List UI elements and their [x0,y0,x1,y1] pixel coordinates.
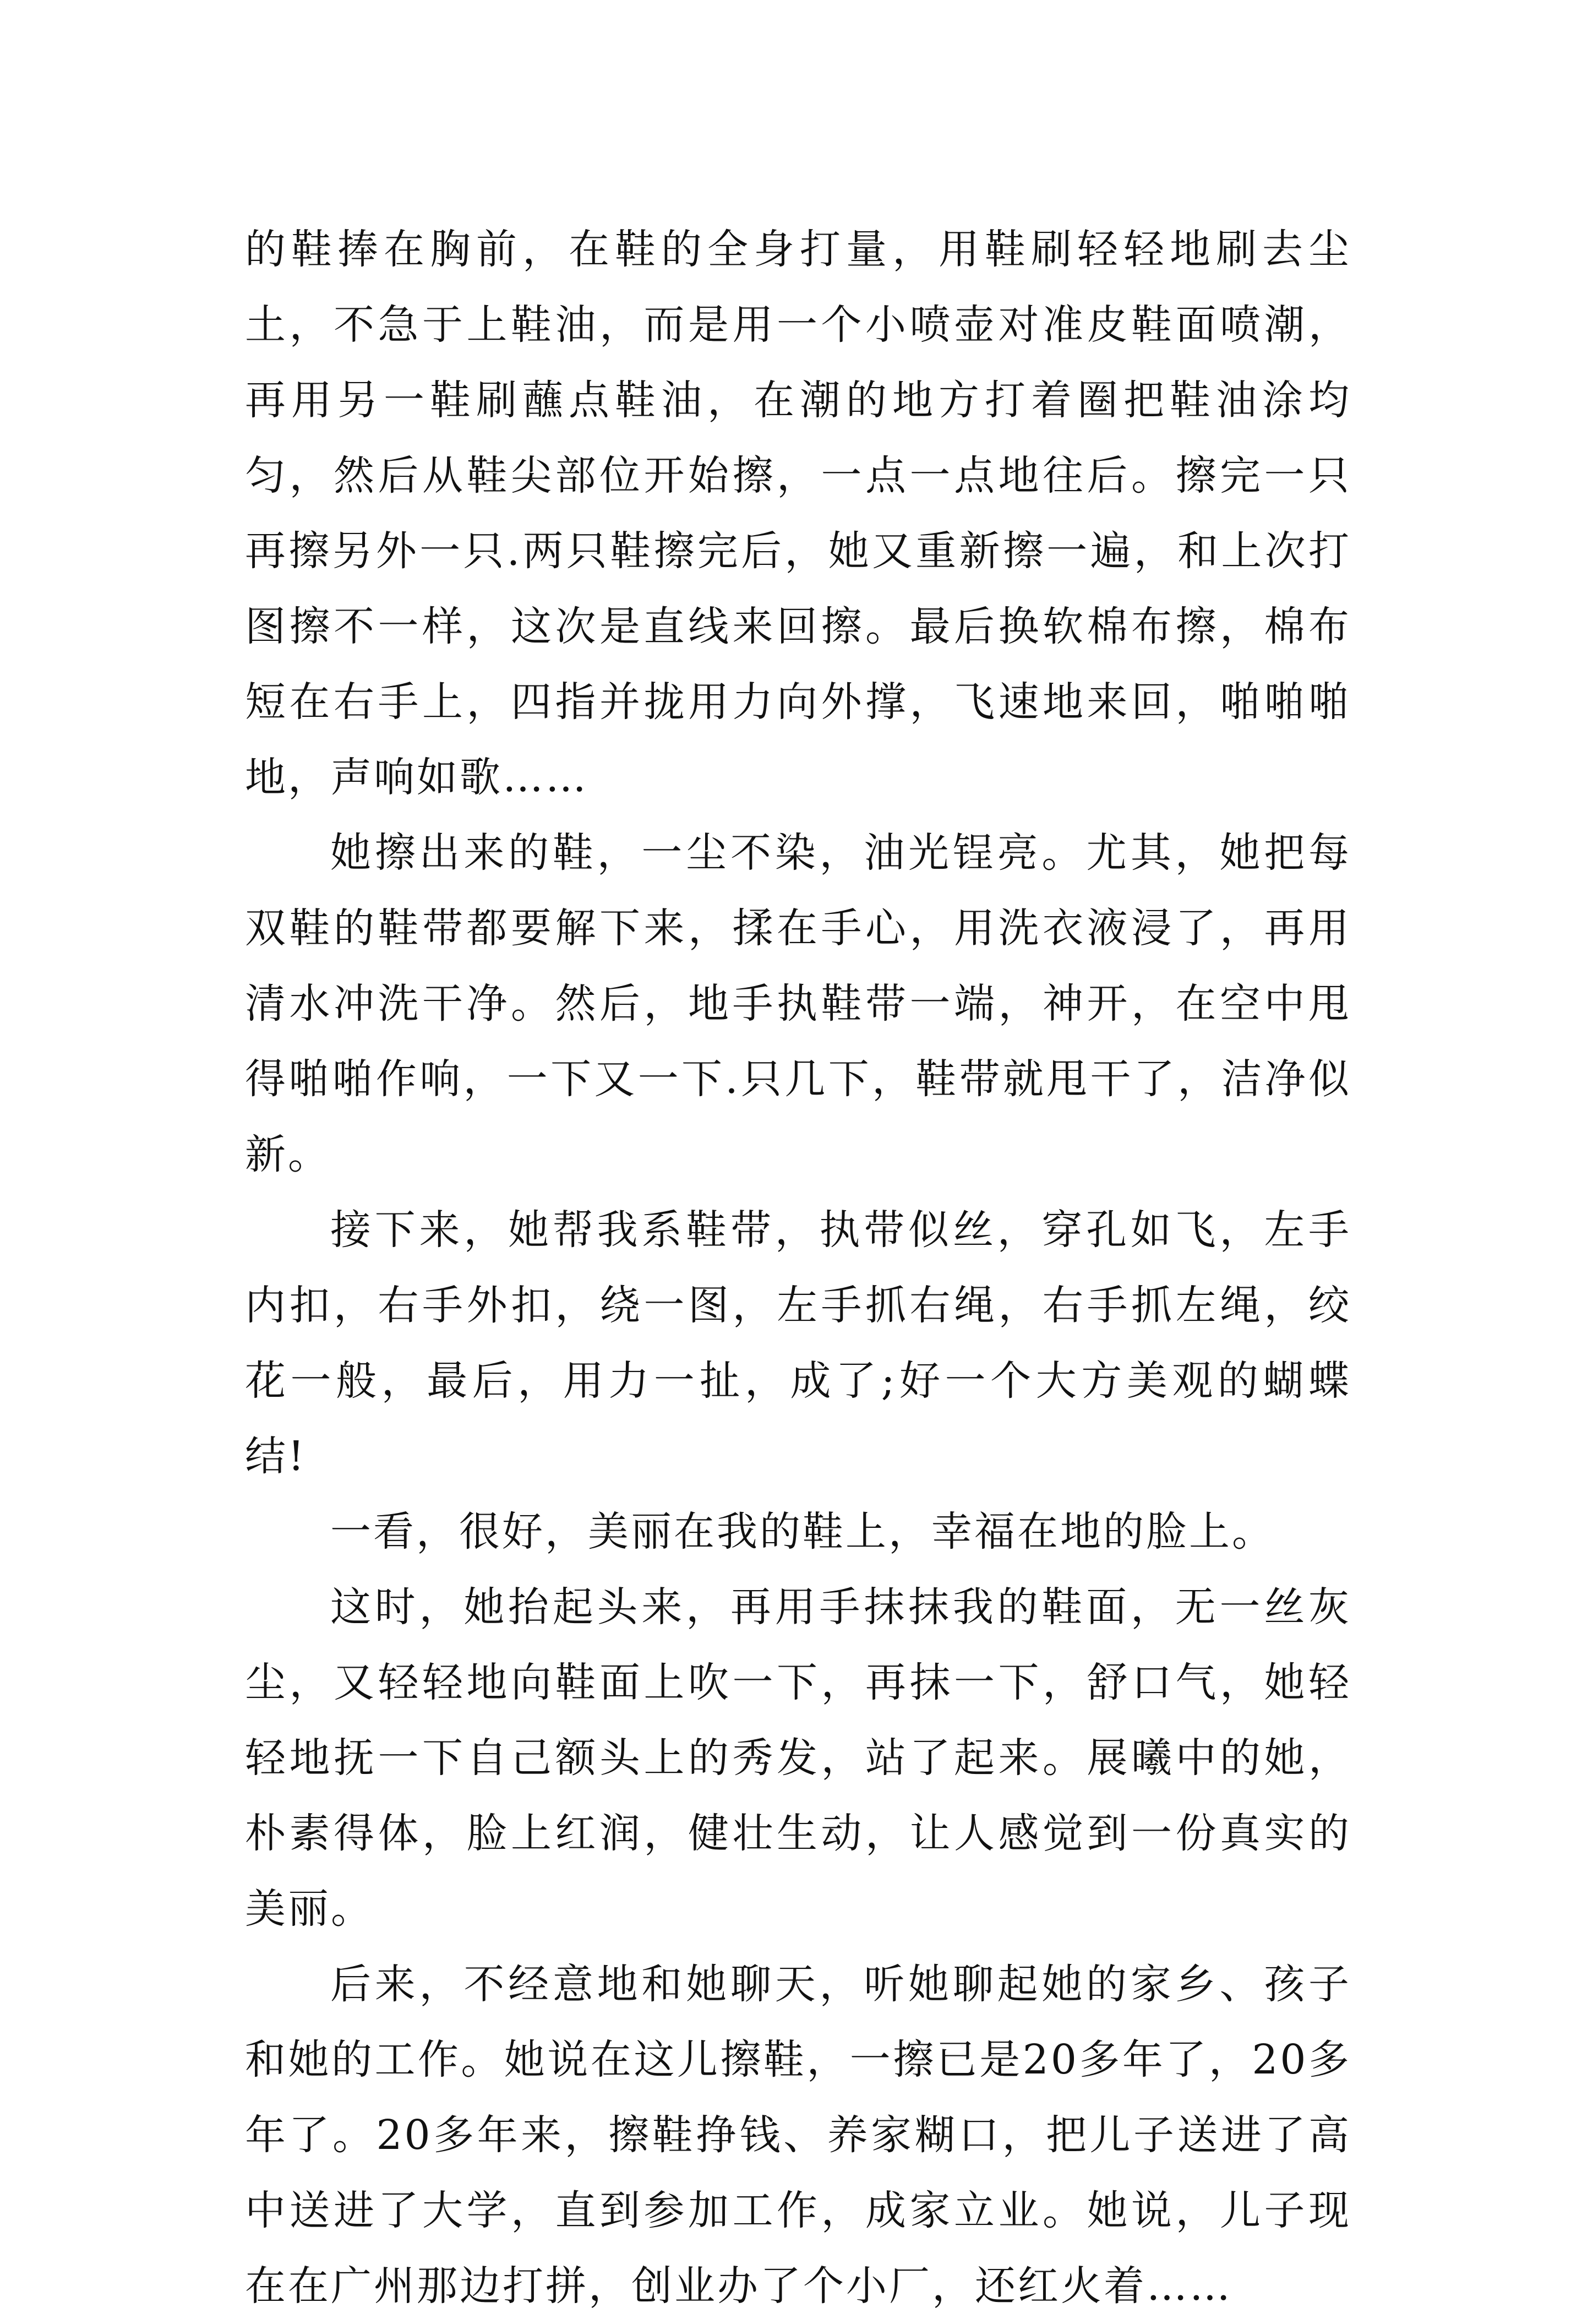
paragraph-3: 接下来，她帮我系鞋带，执带似丝，穿孔如飞，左手内扣，右手外扣，绕一图，左手抓右绳，右手抓左绳，绞花一般，最后，用力一扯，成了;好一个大方美观的蝴蝶结! [245,1206,1351,1480]
paragraph-4: 一看，很好，美丽在我的鞋上，幸福在地的脸上。 [330,1508,1275,1555]
paragraph-1: 的鞋捧在胸前，在鞋的全身打量，用鞋刷轻轻地刷去尘土，不急于上鞋油，而是用一个小喷壶对准皮鞋面喷潮，再用另一鞋刷蘸点鞋油，在潮的地方打着圈把鞋油涂均匀，然后从鞋尖部位开始擦，一点一点地往后。擦完一只再擦另外一只.两只鞋擦完后，她又重新擦一遍，和上次打图擦不一样，这次是直线来回擦。最后换软棉布擦，棉布短在右手上，四指并拢用力向外撑，飞速地来回，啪啪啪地，声响如歌…… [245,226,1351,801]
paragraph-6: 后来，不经意地和她聊天，听她聊起她的家乡、孩子和她的工作。她说在这儿擦鞋，一擦已是20多年了，20多年了。20多年来，擦鞋挣钱、养家糊口，把儿子送进了高中送进了大学，直到参加工作，成家立业。她说，儿子现在在广州那边打拼，创业办了个小厂，还红火着…… [245,1961,1351,2310]
paragraph-2: 她擦出来的鞋，一尘不染，油光锃亮。尤其，她把每双鞋的鞋带都要解下来，揉在手心，用洗衣液浸了，再用清水冲洗干净。然后，地手执鞋带一端，神开，在空中甩得啪啪作响，一下又一下.只几下，鞋带就甩干了，洁净似新。 [245,829,1351,1178]
article-body [245,212,1351,2324]
paragraph-5: 这时，她抬起头来，再用手抹抹我的鞋面，无一丝灰尘，又轻轻地向鞋面上吹一下，再抹一下，舒口气，她轻轻地抚一下自己额头上的秀发，站了起来。展曦中的她，朴素得体，脸上红润，健壮生动，让人感觉到一份真实的美丽。 [245,1583,1351,1933]
